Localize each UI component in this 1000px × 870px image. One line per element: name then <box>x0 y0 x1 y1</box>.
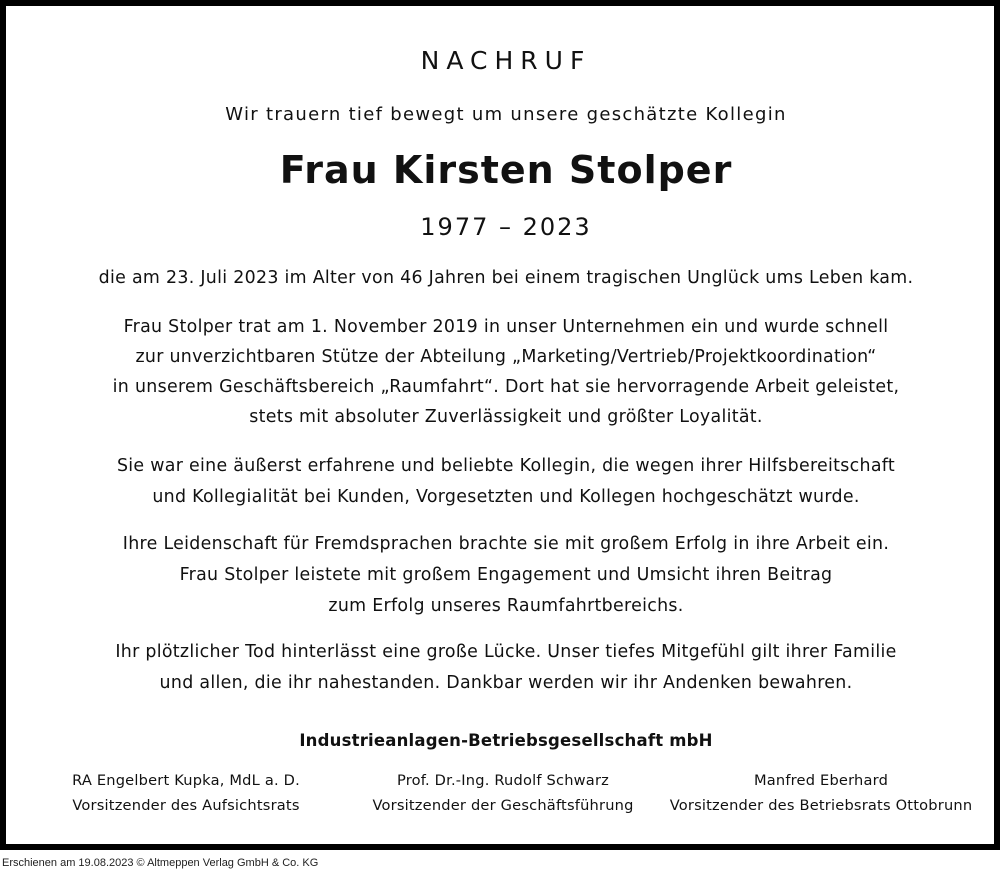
publication-footer: Erschienen am 19.08.2023 © Altmeppen Verlag GmbH & Co. KG <box>2 857 319 869</box>
paragraph-line: Sie war eine äußerst erfahrene und beliebte Kollegin, die wegen ihrer Hilfsbereitschaft <box>116 456 896 476</box>
life-years: 1977 – 2023 <box>420 213 592 241</box>
paragraph-line: zum Erfolg unseres Raumfahrtbereichs. <box>328 596 684 616</box>
signatory-role: Vorsitzender der Geschäftsführung <box>372 797 634 814</box>
paragraph-line: stets mit absoluter Zuverlässigkeit und größter Loyalität. <box>249 407 763 427</box>
paragraph-line: zur unverzichtbaren Stütze der Abteilung „Marketing/Vertrieb/Projektkoordination“ <box>135 347 877 367</box>
paragraph-line: und allen, die ihr nahestanden. Dankbar werden wir ihr Andenken bewahren. <box>159 673 853 693</box>
signatory-name: RA Engelbert Kupka, MdL a. D. <box>72 772 300 789</box>
paragraph-line: und Kollegialität bei Kunden, Vorgesetzten und Kollegen hochgeschätzt wurde. <box>152 487 860 507</box>
signatory-name: Manfred Eberhard <box>753 772 889 789</box>
notice-heading: NACHRUF <box>420 46 592 75</box>
signatory-name: Prof. Dr.-Ing. Rudolf Schwarz <box>396 772 610 789</box>
paragraph-line: Ihr plötzlicher Tod hinterlässt eine große Lücke. Unser tiefes Mitgefühl gilt ihrer Familie <box>115 642 897 662</box>
signatory-role: Vorsitzender des Aufsichtsrats <box>72 797 300 814</box>
paragraph-line: Frau Stolper leistete mit großem Engagement und Umsicht ihren Beitrag <box>179 565 833 585</box>
intro-text: Wir trauern tief bewegt um unsere geschätzte Kollegin <box>225 104 787 125</box>
deceased-name: Frau Kirsten Stolper <box>279 148 733 192</box>
company-name: Industrieanlagen-Betriebsgesellschaft mbH <box>299 731 713 750</box>
paragraph-line: in unserem Geschäftsbereich „Raumfahrt“. Dort hat sie hervorragende Arbeit geleistet, <box>112 377 900 397</box>
paragraph-line: die am 23. Juli 2023 im Alter von 46 Jahren bei einem tragischen Unglück ums Leben kam. <box>98 268 914 288</box>
paragraph-line: Ihre Leidenschaft für Fremdsprachen brachte sie mit großem Erfolg in ihre Arbeit ein. <box>122 534 890 554</box>
paragraph-line: Frau Stolper trat am 1. November 2019 in unser Unternehmen ein und wurde schnell <box>123 317 889 337</box>
signatory-role: Vorsitzender des Betriebsrats Ottobrunn <box>669 797 973 814</box>
